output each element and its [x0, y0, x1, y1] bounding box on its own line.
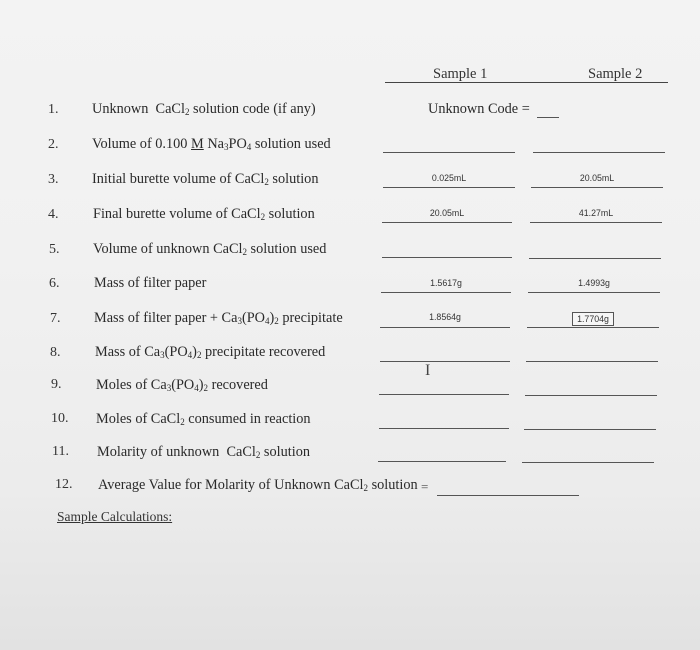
row-4-sample2-value: 41.27mL: [578, 208, 614, 218]
row-11-sample2-blank[interactable]: [522, 462, 654, 463]
row-4-sample1-value: 20.05mL: [429, 208, 465, 218]
row-5-sample2-blank[interactable]: [529, 258, 661, 259]
text-cursor-icon: I: [425, 362, 431, 379]
row-3-sample1-value: 0.025mL: [431, 173, 467, 183]
sample2-header: Sample 2: [588, 66, 643, 82]
row-4-label: Final burette volume of CaCl$_2$ solution: [93, 206, 315, 222]
row-2-number: 2.: [48, 137, 59, 152]
row-2-sample1-blank[interactable]: [383, 152, 515, 153]
row-9-sample2-blank[interactable]: [525, 395, 657, 396]
row-11-number: 11.: [52, 444, 69, 459]
row-2-label: Volume of 0.100 M $Na_3PO_4$ solution used: [92, 136, 331, 152]
row-7-sample2-cell: [527, 309, 659, 327]
row-3-sample2-value: 20.05mL: [579, 173, 615, 183]
row-3-sample2-blank[interactable]: [531, 187, 663, 188]
row-3-sample1-blank[interactable]: [383, 187, 515, 188]
average-molarity-blank[interactable]: [437, 495, 579, 496]
row-8-sample2-blank[interactable]: [526, 361, 658, 362]
row-7-sample2-value: 1.7704g: [572, 312, 614, 326]
header-underline: [385, 82, 668, 83]
row-5-sample1-blank[interactable]: [382, 257, 512, 258]
row-6-sample2-value: 1.4993g: [578, 278, 610, 288]
row-12-number: 12.: [55, 477, 73, 492]
row-6-sample1-value: 1.5617g: [430, 278, 462, 288]
row-4-number: 4.: [48, 207, 59, 222]
row-8-label: Mass of $Ca_3(PO_4)_2$ precipitate recovered: [95, 344, 326, 360]
row-8-number: 8.: [50, 345, 61, 360]
row-5-label: Volume of unknown CaCl$_2$ solution used: [93, 241, 327, 257]
row-7-sample1-value: 1.8564g: [429, 312, 461, 322]
sample-calculations-heading: Sample Calculations:: [57, 509, 173, 524]
row-5-number: 5.: [49, 242, 60, 257]
row-11-sample1-blank[interactable]: [378, 461, 506, 462]
row-7-label: Mass of filter paper + $Ca_3(PO_4)_2$ precipitate: [94, 310, 343, 326]
row-9-number: 9.: [51, 377, 62, 392]
average-equals-sign: =: [421, 479, 429, 494]
row-10-number: 10.: [51, 411, 69, 426]
row-6-label: Mass of filter paper: [94, 275, 207, 291]
row-9-label: Moles of $Ca_3(PO_4)_2$ recovered: [96, 377, 268, 393]
row-7-sample2-blank[interactable]: [527, 327, 659, 328]
row-1-label: Unknown CaCl$_2$ solution code (if any): [92, 101, 316, 117]
row-10-sample1-blank[interactable]: [379, 428, 509, 429]
row-9-sample1-blank[interactable]: [379, 394, 509, 395]
row-6-sample2-blank[interactable]: [528, 292, 660, 293]
row-8-sample1-blank[interactable]: [380, 361, 510, 362]
row-3-number: 3.: [48, 172, 59, 187]
unknown-code-blank[interactable]: [537, 117, 559, 118]
row-4-sample1-blank[interactable]: [382, 222, 512, 223]
row-6-number: 6.: [49, 276, 60, 291]
row-12-label: Average Value for Molarity of Unknown CaCl$_2$ solution: [98, 477, 418, 493]
row-1-number: 1.: [48, 102, 59, 117]
sample1-header: Sample 1: [433, 66, 488, 82]
row-10-label: Moles of CaCl$_2$ consumed in reaction: [96, 411, 311, 427]
row-6-sample1-blank[interactable]: [381, 292, 511, 293]
row-10-sample2-blank[interactable]: [524, 429, 656, 430]
row-7-sample1-blank[interactable]: [380, 327, 510, 328]
unknown-code-label: Unknown Code =: [428, 101, 530, 117]
row-4-sample2-blank[interactable]: [530, 222, 662, 223]
row-3-label: Initial burette volume of CaCl$_2$ solution: [92, 171, 319, 187]
row-7-number: 7.: [50, 311, 61, 326]
row-2-sample2-blank[interactable]: [533, 152, 665, 153]
row-11-label: Molarity of unknown CaCl$_2$ solution: [97, 444, 310, 460]
